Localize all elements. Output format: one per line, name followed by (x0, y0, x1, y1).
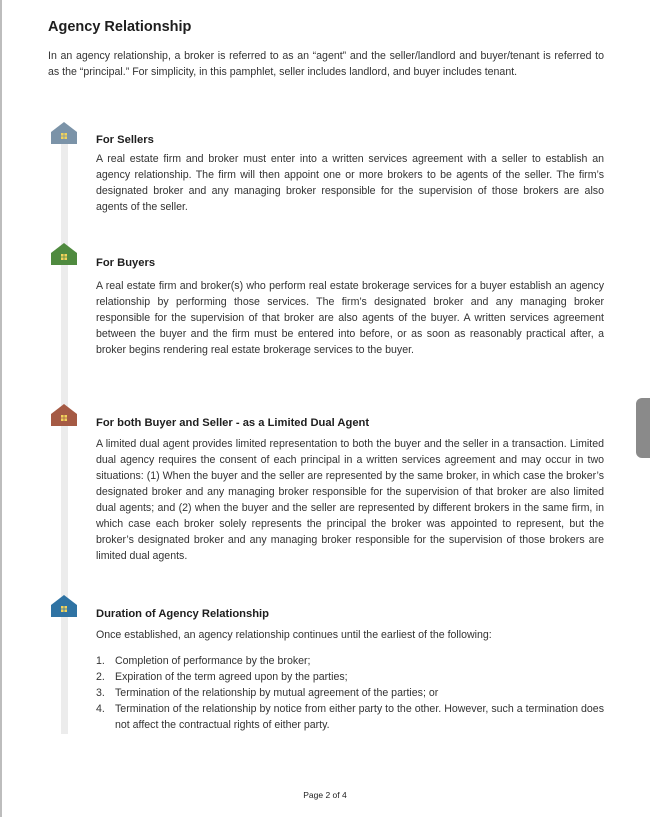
house-icon (50, 403, 78, 427)
section-title: For Buyers (96, 257, 156, 269)
section-body: A real estate firm and broker(s) who perform real estate brokerage services for a buyer establish an agency relationship by performing those services. The firm’s designated broker and any managing broker responsible for the supervision of that broker are also agents of the buyer. A written services agreement between the buyer and the firm must be entered into before, or as soon as reasonably practical after, a broker begins rendering real estate brokerage services to the buyer. (96, 280, 604, 356)
list-number: 3. (96, 687, 105, 699)
list-item (96, 701, 604, 733)
scroll-handle[interactable] (636, 398, 650, 458)
intro-paragraph: In an agency relationship, a broker is referred to as an “agent” and the seller/landlord and buyer/tenant is referred to as the “principal.” For simplicity, in this pamphlet, seller includes landlord, and buyer includes tenant. (48, 50, 604, 78)
timeline-line (61, 134, 68, 734)
section-body: Once established, an agency relationship continues until the earliest of the following: (96, 629, 492, 641)
house-icon (50, 594, 78, 618)
house-icon (50, 121, 78, 145)
section-body: A real estate firm and broker must enter into a written services agreement with a seller to establish an agency relationship. The firm will then appoint one or more brokers to be agents of the seller. The firm’s designated broker and any managing broker responsible for the supervision of those brokers are also agents of the seller. (96, 153, 604, 213)
section-body: A limited dual agent provides limited representation to both the buyer and the seller in a transaction. Limited dual agency requires the consent of each principal in a written services agreement and may occur in two situations: (1) When the buyer and the seller are represented by the same broker, in which case the broker’s designated broker and any managing broker responsible for the supervision of that broker are also limited dual agents; and (2) when the buyer and the seller are represented by different brokers in the same firm, in which case each broker solely represents the principal the broker was appointed to represent, but the broker’s designated broker and any managing broker responsible for the supervision of those brokers are limited dual agents. (96, 438, 604, 562)
list-text: Termination of the relationship by mutual agreement of the parties; or (115, 687, 439, 699)
list-item (96, 669, 604, 685)
list-text: Completion of performance by the broker; (115, 655, 311, 667)
list-item (96, 653, 604, 669)
list-number: 2. (96, 671, 105, 683)
termination-list (96, 653, 604, 733)
section-duration (96, 607, 604, 733)
page-title: Agency Relationship (48, 19, 192, 35)
section-limited-dual-agent (96, 416, 604, 564)
list-item (96, 685, 604, 701)
list-text: Termination of the relationship by notice from either party to the other. However, such a termination does not affect the contractual rights of either party. (115, 703, 604, 731)
page-number: Page 2 of 4 (303, 790, 347, 800)
section-title: For Sellers (96, 134, 154, 146)
section-title: For both Buyer and Seller - as a Limited Dual Agent (96, 417, 370, 429)
page-edge (0, 0, 2, 817)
list-text: Expiration of the term agreed upon by the parties; (115, 671, 348, 683)
section-for-buyers (96, 256, 604, 358)
list-number: 4. (96, 703, 105, 715)
house-icon (50, 242, 78, 266)
section-title: Duration of Agency Relationship (96, 608, 270, 620)
section-for-sellers (96, 133, 604, 215)
list-number: 1. (96, 655, 105, 667)
